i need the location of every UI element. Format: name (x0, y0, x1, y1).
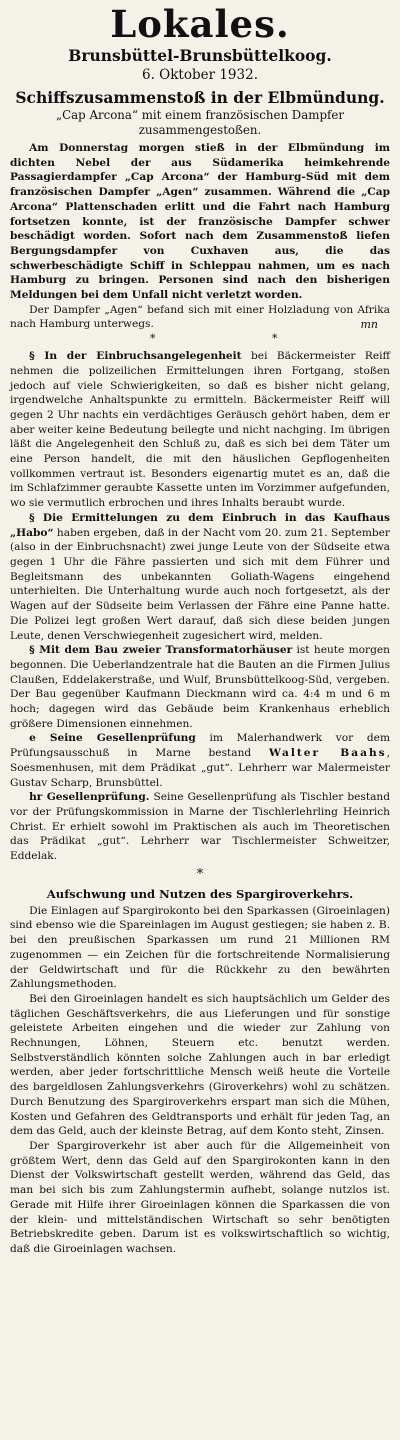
article-transformer-houses (10, 643, 390, 731)
article-burglary-reiff (10, 349, 390, 511)
article-text: ist heute morgen begonnen. Die Ueberlandzentrale hat die Bauten an die Firmen Julius Claußen, Eddelakerstraße, und Wulf, Brunsbüttelkoog-Süd, vergeben. Der Bau gegenüber Kaufmann Dieckmann wird ca. 4:4 m und 6 m hoch; dagegen wird das Gebäude beim Krankenhaus erheblich größere Dimensionen einnehmen. (10, 644, 390, 730)
issue-date: 6. Oktober 1932. (142, 67, 258, 83)
article-paragraph: Die Einlagen auf Spargirokonto bei den Sparkassen (Giroeinlagen) sind ebenso wie die Spareinlagen im August gestiegen; sie haben z. B. bei den preußischen Sparkassen um rund 21 Millionen RM zugenommen — ein Zeichen für die fortschreitende Normalisierung der Geldwirtschaft und für die Rückkehr zu den bewährten Zahlungsmethoden. (10, 904, 390, 991)
article-subheadline: „Cap Arcona“ mit einem französischen Dampfer zusammengestoßen. (55, 108, 345, 137)
section-masthead: Lokales. (110, 2, 290, 46)
article-ship-collision (10, 88, 390, 345)
separator-asterisk: * (150, 332, 156, 346)
article-text: bei Bäckermeister Reiff nehmen die polizeilichen Ermittelungen ihren Fortgang, stoßen jedoch auf viele Schwierigkeiten, so daß es bisher nicht gelang, irgendwelche Anhaltspunkte zu ermitteln. Bäckermeister Reiff will gegen 2 Uhr nachts ein verdächtiges Geräusch gehört haben, dem er aber weiter keine Bedeutung beilegte und nicht nachging. Im übrigen läßt die Angelegenheit den Schluß zu, daß es sich bei dem Täter um eine Person handelt, die mit den häuslichen Gepflogenheiten vollkommen vertraut ist. Besonders eigenartig mutet es an, daß die im Schlafzimmer geraubte Kassette unten im Vorzimmer aufgefunden, wo sie vermutlich erbrochen und ihres Inhalts beraubt wurde. (10, 350, 390, 510)
article-carpenter-exam (10, 790, 390, 864)
article-lead: § Mit dem Bau zweier Transformatorhäuser (29, 644, 293, 657)
article-lead: § Die Ermittelungen zu dem Einbruch in das Kaufhaus „Habo“ (10, 511, 390, 539)
article-spargiro (10, 886, 390, 1257)
article-text: Seine Gesellenprüfung als Tischler bestand vor der Prüfungskommission in Marne der Tischlerlehrling Heinrich Christ. Er erhielt sowohl im Praktischen als auch im Theoretischen das Prädikat „gut“. Lehrherr war Tischlermeister Schweitzer, Eddelak. (10, 791, 391, 863)
place-heading: Brunsbüttel-Brunsbüttelkoog. (68, 46, 332, 65)
article-paragraph: Am Donnerstag morgen stieß in der Elbmündung im dichten Nebel der aus Südamerika heimkehrende Passagierdampfer „Cap Arcona“ der Hamburg-Süd mit dem französischen Dampfer „Agen“ zusammen. Während die „Cap Arcona“ Plattenschaden erlitt und die Fahrt nach Hamburg fortsetzen konnte, ist der französische Dampfer schwer beschädigt worden. Sofort nach dem Zusammenstoß liefen Bergungsdampfer von Cuxhaven aus, die das schwerbeschädigte Schiff in Schleppau nahmen, um es nach Hamburg zu bringen. Personen sind nach den bisherigen Meldungen bei dem Unfall nicht verletzt worden. (10, 142, 390, 302)
article-headline: Schiffszusammenstoß in der Elbmündung. (15, 88, 385, 107)
article-paragraph: Bei den Giroeinlagen handelt es sich hauptsächlich um Gelder des täglichen Geschäftsverkehrs, die aus Lieferungen und für sonstige geleistete Arbeiten eingehen und die wieder zur Zahlung von Rechnungen, Löhnen, Steuern etc. benutzt werden. Selbstverständlich könnten solche Zahlungen auch in bar erledigt werden, aber jeder fortschrittliche Mensch weiß heute die Vorteile des bargeldlosen Zahlungsverkehrs (Giroverkehrs) wohl zu schätzen. Durch Benutzung des Spargiroverkehrs erspart man sich die Mühen, Kosten und Gefahren des Geldtransports und erhält für jeden Tag, an dem das Geld, auch der kleinste Betrag, auf dem Konto steht, Zinsen. (10, 992, 390, 1138)
article-lead: hr Gesellenprüfung. (29, 791, 150, 804)
article-text: , Soesmenhusen, mit dem Prädikat „gut“. Lehrherr war Malermeister Gustav Scharp, Brunsbüttel. (10, 747, 390, 789)
person-name: Walter Baahs (269, 747, 387, 760)
article-lead: § In der Einbruchsangelegenheit (29, 350, 242, 363)
separator-asterisk: * (272, 332, 278, 346)
separator-asterisk: * (196, 866, 204, 882)
article-text: haben ergeben, daß in der Nacht vom 20. zum 21. September (also in der Einbruchsnacht) zwei junge Leute von der Südseite etwa gegen 1 Uhr die Fähre passierten und sich mit dem Führer und Begleitsmann des unbekannten Goliath-Wagens eingehend unterhielten. Die Unterhaltung wurde auch noch fortgesetzt, als der Wagen auf der Südseite beim Verlassen der Fähre eine Panne hatte. Die Polizei legt großen Wert darauf, daß sich diese beiden jungen Leute, denen Verschwiegenheit zugesichert wird, melden. (10, 526, 390, 642)
article-headline: Aufschwung und Nutzen des Spargiroverkehrs. (46, 886, 354, 901)
article-painter-exam (10, 731, 390, 790)
separator-row (10, 318, 390, 346)
article-text: im Malerhandwerk vor dem Prüfungsausschuß in Marne bestand (10, 732, 390, 760)
article-lead: e Seine Gesellenprüfung (29, 732, 196, 745)
article-burglary-habo (10, 511, 390, 643)
article-paragraph: Der Dampfer „Agen“ befand sich mit einer Holzladung von Afrika nach Hamburg unterwegs. (10, 303, 390, 331)
article-paragraph: Der Spargiroverkehr ist aber auch für die Allgemeinheit von größtem Wert, denn das Geld auf den Spargirokonten kann in den Dienst der Volkswirtschaft gestellt werden, während das Geld, das man bei sich bis zum Zahlungstermin aufhebt, solange nutzlos ist. Gerade mit Hilfe ihrer Giroeinlagen können die Sparkassen die von der klein- und mittelständischen Wirtschaft so sehr benötigten Betriebskredite geben. Darum ist es volkswirtschaftlich so wichtig, daß die Giroeinlagen wachsen. (10, 1140, 390, 1255)
author-signature: mn (360, 318, 378, 332)
